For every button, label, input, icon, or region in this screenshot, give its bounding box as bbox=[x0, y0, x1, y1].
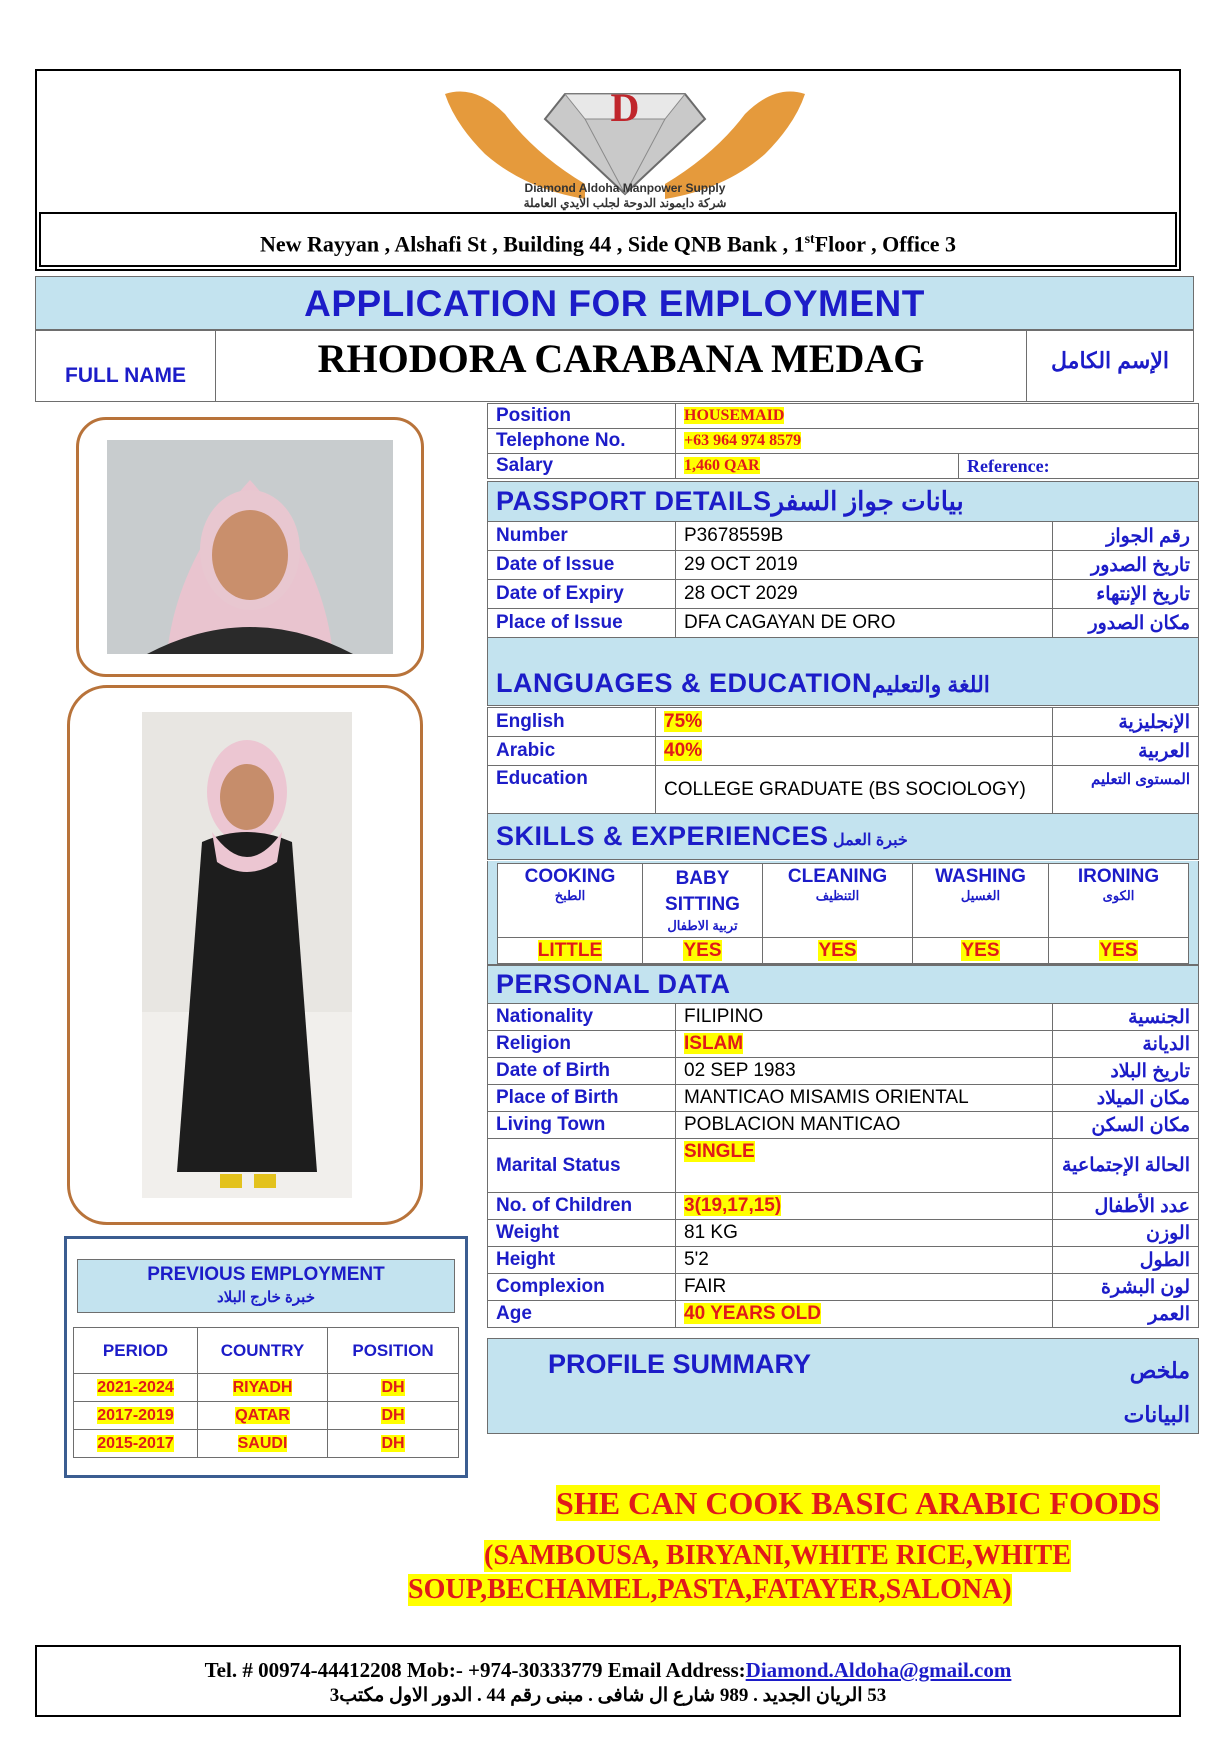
row-label-ar: مكان الميلاد bbox=[1053, 1085, 1199, 1112]
table-row bbox=[488, 522, 1199, 551]
footer-address-ar: 53 الريان الجديد . 989 شارع ال شافى . مبنى رقم 44 . الدور الاول مكتب3 bbox=[329, 1685, 887, 1706]
row-value: P3678559B bbox=[676, 522, 1053, 551]
row-label: Age bbox=[488, 1301, 676, 1328]
skills-table bbox=[497, 863, 1189, 964]
title-bar bbox=[35, 276, 1194, 330]
skill-washing bbox=[913, 864, 1049, 938]
table-row bbox=[488, 404, 1199, 429]
row-value: 5'2 bbox=[676, 1247, 1053, 1274]
logo-name-ar: شركة دايموند الدوحة لجلب الأيدي العاملة bbox=[523, 196, 727, 210]
row-label: Complexion bbox=[488, 1274, 676, 1301]
table-row bbox=[74, 1374, 459, 1402]
table-row bbox=[488, 766, 1199, 814]
table-row bbox=[488, 1112, 1199, 1139]
row-value: 29 OCT 2019 bbox=[676, 551, 1053, 580]
row-label-ar: العمر bbox=[1053, 1301, 1199, 1328]
previous-employment-header bbox=[77, 1259, 455, 1313]
row-value: 81 KG bbox=[676, 1220, 1053, 1247]
row-value: MANTICAO MISAMIS ORIENTAL bbox=[676, 1085, 1053, 1112]
row-value: 28 OCT 2029 bbox=[676, 580, 1053, 609]
row-label-ar: مكان السكن bbox=[1053, 1112, 1199, 1139]
portrait-photo bbox=[107, 440, 393, 654]
profile-summary-heading: PROFILE SUMMARY bbox=[548, 1349, 811, 1379]
footer-box bbox=[35, 1645, 1181, 1717]
table-row bbox=[488, 1139, 1199, 1193]
address-box bbox=[39, 212, 1177, 267]
personal-heading-cell bbox=[488, 966, 1199, 1004]
row-label-ar: الحالة الإجتماعية bbox=[1053, 1139, 1199, 1193]
telephone-value: +63 964 974 8579 bbox=[684, 432, 802, 449]
row-label-ar: الطول bbox=[1053, 1247, 1199, 1274]
fullname-label-ar: الإسم الكامل bbox=[1026, 331, 1193, 401]
summary-line-1 bbox=[556, 1485, 1160, 1521]
table-row bbox=[488, 609, 1199, 638]
row-label: Number bbox=[488, 522, 676, 551]
skill-level: YES bbox=[961, 939, 1000, 961]
row-label-ar: رقم الجواز bbox=[1053, 522, 1199, 551]
skill-label: IRONING bbox=[1077, 866, 1160, 887]
logo-name-en: Diamond Aldoha Manpower Supply bbox=[524, 181, 726, 195]
table-row bbox=[488, 580, 1199, 609]
row-label-ar: تاريخ الصدور bbox=[1053, 551, 1199, 580]
row-label-ar: الديانة bbox=[1053, 1031, 1199, 1058]
previous-employment-box bbox=[64, 1236, 468, 1478]
country-cell: RIYADH bbox=[232, 1378, 293, 1396]
address-text-end: Floor , Office 3 bbox=[814, 231, 957, 257]
row-label-ar: عدد الأطفال bbox=[1053, 1193, 1199, 1220]
table-row bbox=[488, 1193, 1199, 1220]
row-label: Religion bbox=[488, 1031, 676, 1058]
skill-label: WASHING bbox=[935, 866, 1026, 887]
languages-heading-cell bbox=[488, 638, 1199, 706]
skill-label-ar: الطبخ bbox=[554, 888, 586, 903]
skill-label-ar: التنظيف bbox=[815, 888, 860, 903]
row-value: COLLEGE GRADUATE (BS SOCIOLOGY) bbox=[656, 766, 1053, 814]
table-row bbox=[488, 708, 1199, 737]
row-label: Place of Issue bbox=[488, 609, 676, 638]
passport-heading: PASSPORT DETAILS bbox=[496, 486, 772, 516]
row-value: SINGLE bbox=[684, 1141, 755, 1162]
logo-letters: D bbox=[610, 85, 640, 130]
row-label: Weight bbox=[488, 1220, 676, 1247]
table-row bbox=[488, 1301, 1199, 1328]
skill-cleaning bbox=[763, 864, 913, 938]
previous-employment-title-ar: خبرة خارج البلاد bbox=[217, 1289, 315, 1306]
personal-heading: PERSONAL DATA bbox=[496, 969, 731, 999]
salary-label: Salary bbox=[488, 454, 676, 479]
previous-employment-table bbox=[73, 1327, 459, 1458]
address-sup: st bbox=[804, 232, 815, 247]
passport-heading-cell bbox=[488, 482, 1199, 522]
languages-heading: LANGUAGES & EDUCATION bbox=[496, 668, 873, 698]
row-label: Arabic bbox=[488, 737, 656, 766]
period-cell: 2017-2019 bbox=[97, 1406, 174, 1424]
row-label-ar: تاريخ البلاد bbox=[1053, 1058, 1199, 1085]
summary-line-2 bbox=[484, 1540, 1071, 1572]
table-row bbox=[488, 551, 1199, 580]
passport-heading-ar: بيانات جواز السفر bbox=[771, 486, 964, 516]
row-value: 02 SEP 1983 bbox=[676, 1058, 1053, 1085]
person-fullbody-icon bbox=[142, 712, 352, 1198]
country-cell: SAUDI bbox=[237, 1434, 288, 1452]
skills-heading-cell bbox=[488, 814, 1199, 860]
skill-level: LITTLE bbox=[537, 939, 603, 961]
row-label: Marital Status bbox=[488, 1139, 676, 1193]
skills-panel bbox=[487, 861, 1199, 965]
table-row bbox=[488, 454, 1199, 479]
row-label: Date of Issue bbox=[488, 551, 676, 580]
skill-cooking bbox=[498, 864, 643, 938]
row-label-ar: الجنسية bbox=[1053, 1004, 1199, 1031]
row-label: Place of Birth bbox=[488, 1085, 676, 1112]
row-value: POBLACION MANTICAO bbox=[676, 1112, 1053, 1139]
row-label-ar: الإنجليزية bbox=[1053, 708, 1199, 737]
skill-level: YES bbox=[818, 939, 857, 961]
row-label: Nationality bbox=[488, 1004, 676, 1031]
row-value: 75% bbox=[664, 711, 703, 732]
row-value: FAIR bbox=[676, 1274, 1053, 1301]
skill-level: YES bbox=[683, 939, 722, 961]
address-text: New Rayyan , Alshafi St , Building 44 , Side QNB Bank , 1 bbox=[259, 231, 805, 257]
row-label-ar: المستوى التعليم bbox=[1053, 766, 1199, 814]
table-row bbox=[488, 1085, 1199, 1112]
portrait-photo-frame bbox=[76, 417, 424, 677]
table-row bbox=[488, 737, 1199, 766]
row-value: ISLAM bbox=[684, 1033, 744, 1054]
skill-label: BABY SITTING bbox=[665, 868, 740, 915]
table-row bbox=[488, 1058, 1199, 1085]
country-cell: QATAR bbox=[235, 1406, 290, 1424]
col-country: COUNTRY bbox=[198, 1328, 328, 1374]
col-position: POSITION bbox=[328, 1328, 459, 1374]
col-period: PERIOD bbox=[74, 1328, 198, 1374]
languages-table bbox=[487, 707, 1199, 860]
summary-line-3 bbox=[408, 1574, 1012, 1606]
row-label-ar: مكان الصدور bbox=[1053, 609, 1199, 638]
table-row bbox=[488, 1031, 1199, 1058]
job-info-table bbox=[487, 403, 1199, 479]
skills-heading: SKILLS & EXPERIENCES bbox=[496, 821, 829, 851]
skill-level: YES bbox=[1099, 939, 1138, 961]
reference-label: Reference: bbox=[959, 454, 1199, 479]
salary-value: 1,460 QAR bbox=[684, 457, 760, 474]
fullname-value: RHODORA CARABANA MEDAG bbox=[317, 336, 925, 381]
row-label-ar: العربية bbox=[1053, 737, 1199, 766]
period-cell: 2021-2024 bbox=[97, 1378, 174, 1396]
summary-text: (SAMBOUSA, BIRYANI,WHITE RICE,WHITE bbox=[484, 1540, 1071, 1571]
row-value: 40% bbox=[664, 740, 703, 761]
skill-label: CLEANING bbox=[787, 866, 888, 887]
footer-email-link[interactable]: Diamond.Aldoha@gmail.com bbox=[745, 1658, 1012, 1682]
period-cell: 2015-2017 bbox=[97, 1434, 174, 1452]
row-value: FILIPINO bbox=[676, 1004, 1053, 1031]
row-label: Date of Expiry bbox=[488, 580, 676, 609]
row-label: No. of Children bbox=[488, 1193, 676, 1220]
telephone-label: Telephone No. bbox=[488, 429, 676, 454]
company-logo bbox=[435, 74, 815, 214]
table-row bbox=[74, 1402, 459, 1430]
table-row bbox=[488, 1274, 1199, 1301]
row-label: English bbox=[488, 708, 656, 737]
row-value: 40 YEARS OLD bbox=[684, 1303, 821, 1324]
skill-label-ar: تربية الاطفال bbox=[667, 918, 738, 933]
profile-summary-box bbox=[487, 1338, 1199, 1434]
table-row bbox=[488, 429, 1199, 454]
fullname-row bbox=[35, 330, 1194, 402]
skill-baby-sitting bbox=[643, 864, 763, 938]
previous-employment-title: PREVIOUS EMPLOYMENT bbox=[147, 1264, 385, 1285]
skills-heading-ar: خبرة العمل bbox=[833, 832, 908, 849]
row-label: Height bbox=[488, 1247, 676, 1274]
row-label: Education bbox=[488, 766, 656, 814]
table-row bbox=[488, 1004, 1199, 1031]
summary-text: SHE CAN COOK BASIC ARABIC FOODS bbox=[556, 1485, 1160, 1521]
page-title: APPLICATION FOR EMPLOYMENT bbox=[304, 283, 925, 324]
personal-data-table bbox=[487, 965, 1199, 1328]
row-value: 3(19,17,15) bbox=[684, 1195, 782, 1216]
row-label: Living Town bbox=[488, 1112, 676, 1139]
position-label: Position bbox=[488, 404, 676, 429]
fullbody-photo-frame bbox=[67, 685, 423, 1225]
position-value: HOUSEMAID bbox=[684, 407, 785, 424]
skill-ironing bbox=[1049, 864, 1189, 938]
position-cell: DH bbox=[381, 1434, 405, 1452]
fullbody-photo bbox=[142, 712, 352, 1198]
row-label-ar: تاريخ الإنتهاء bbox=[1053, 580, 1199, 609]
person-portrait-icon bbox=[107, 440, 393, 654]
table-row bbox=[74, 1430, 459, 1458]
skill-label-ar: الكوى bbox=[1102, 888, 1135, 903]
position-cell: DH bbox=[381, 1378, 405, 1396]
table-row bbox=[488, 1247, 1199, 1274]
row-label-ar: الوزن bbox=[1053, 1220, 1199, 1247]
row-label-ar: لون البشرة bbox=[1053, 1274, 1199, 1301]
skill-label: COOKING bbox=[524, 866, 616, 887]
position-cell: DH bbox=[381, 1406, 405, 1424]
profile-summary-heading-ar: ملخص البيانات bbox=[1123, 1358, 1190, 1427]
row-label: Date of Birth bbox=[488, 1058, 676, 1085]
summary-text: SOUP,BECHAMEL,PASTA,FATAYER,SALONA) bbox=[408, 1574, 1012, 1605]
skill-label-ar: الغسيل bbox=[960, 888, 1001, 903]
languages-heading-ar: اللغة والتعليم bbox=[872, 672, 990, 697]
footer-contact: Tel. # 00974-44412208 Mob:- +974-30333779 Email Address: bbox=[204, 1658, 746, 1682]
fullname-label: FULL NAME bbox=[36, 331, 216, 401]
passport-table bbox=[487, 481, 1199, 706]
row-value: DFA CAGAYAN DE ORO bbox=[676, 609, 1053, 638]
table-row bbox=[488, 1220, 1199, 1247]
